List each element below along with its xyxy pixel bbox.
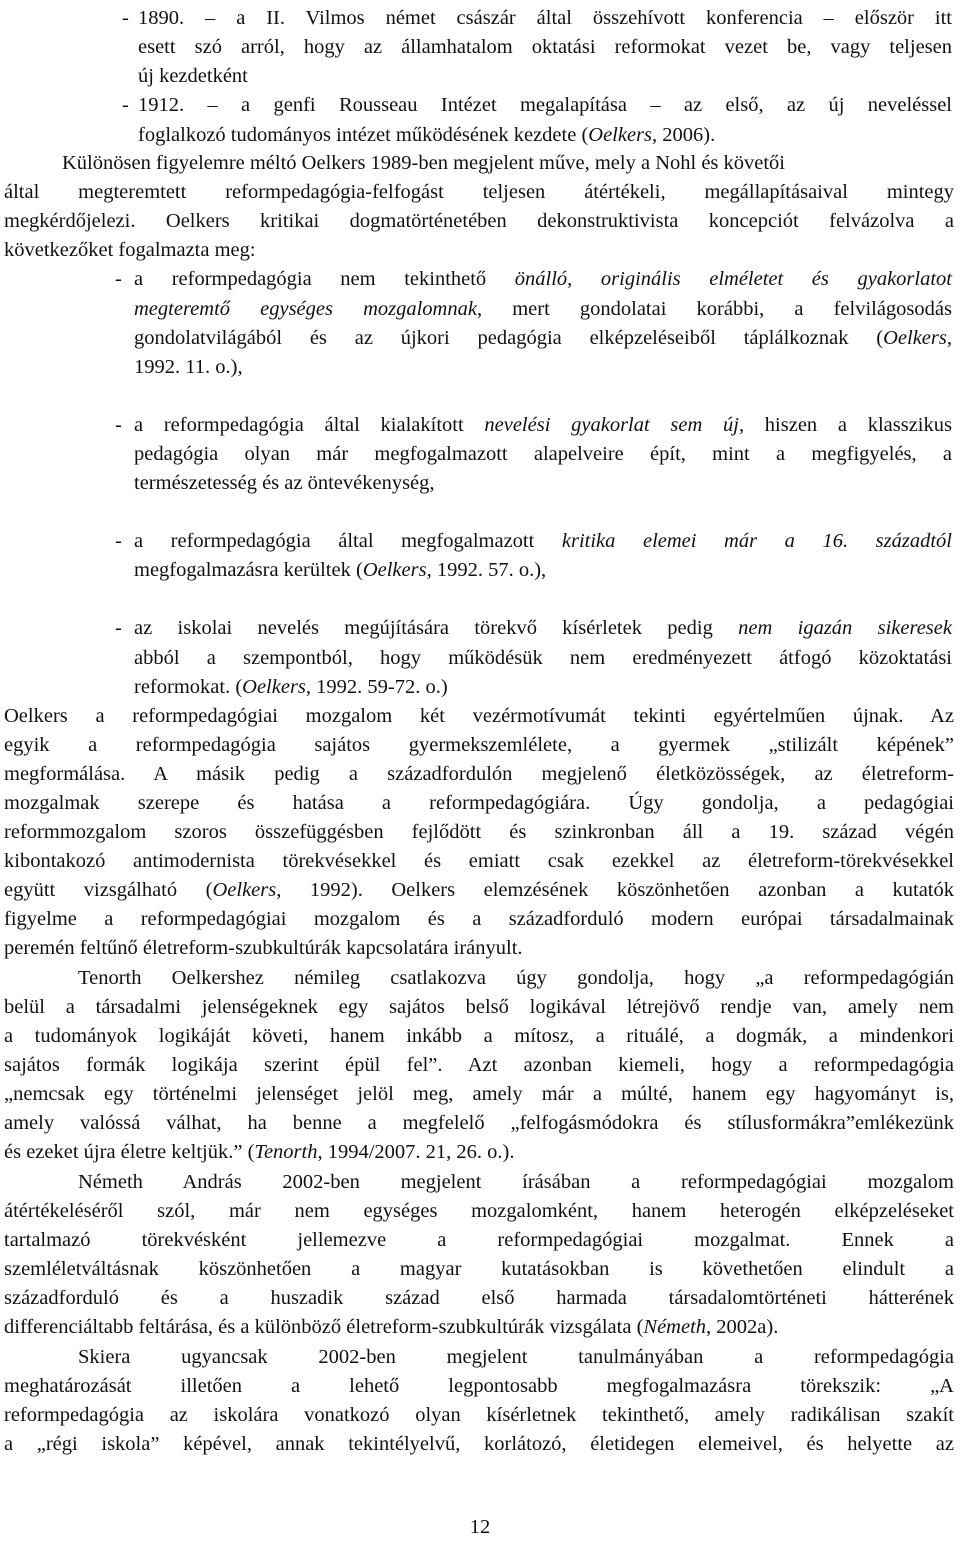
text-run: századforduló és a huszadik század első harmada társadalomtörténeti hátterének	[4, 1287, 954, 1309]
text-run: Tenorth Oelkershez némileg csatlakozva úgy gondolja, hogy „a reformpedagógián	[78, 967, 954, 989]
text-line	[4, 1313, 778, 1342]
text-line	[138, 121, 715, 150]
text-line	[4, 1284, 954, 1313]
text-run: sajátos formák logikája szerint épül fel”. Azt azonban kiemeli, hogy a reformpedagógia	[4, 1054, 954, 1076]
text-run: kibontakozó antimodernista törekvésekkel és emiatt csak ezekkel az életreform-törekvésekkel	[4, 850, 954, 872]
text-line	[4, 731, 954, 760]
text-line	[4, 207, 954, 236]
text-run: belül a társadalmi jelenségeknek egy sajátos belső logikával létrejövő rendje van, amely nem	[4, 996, 954, 1018]
text-line	[4, 702, 954, 731]
italic-text: Oelkers	[212, 879, 277, 901]
text-line	[134, 295, 952, 324]
text-line	[4, 1401, 954, 1430]
text-line	[4, 1109, 954, 1138]
text-line	[4, 1051, 954, 1080]
text-line	[4, 178, 954, 207]
italic-text: megteremtő egységes mozgalomnak	[134, 298, 477, 320]
text-line	[134, 469, 435, 498]
text-run: amely valóssá válhat, ha benne a megfelelő „felfogásmódokra és stílusformákra”emlékezünk	[4, 1112, 954, 1134]
text-run: , 1992. 59-72. o.)	[305, 676, 448, 698]
text-line	[78, 1343, 954, 1372]
text-line	[4, 236, 256, 265]
italic-text: kritika elemei már a 16. századtól	[561, 530, 952, 552]
text-run: megfogalmazásra kerültek (	[134, 559, 363, 581]
text-run: , mert gondolatai korábbi, a felvilágosodás	[476, 298, 952, 320]
text-run: foglalkozó tudományos intézet működésének kezdete (	[138, 124, 589, 146]
text-line	[4, 789, 954, 818]
text-line	[134, 614, 952, 643]
text-run: 1912. – a genfi Rousseau Intézet megalapítása – az első, az új neveléssel	[138, 94, 952, 116]
text-run: által megteremtett reformpedagógia-felfogást teljesen átértékeli, megállapításaival mintegy	[4, 181, 954, 203]
text-line	[4, 847, 954, 876]
italic-text: nevelési gyakorlat sem új	[484, 414, 739, 436]
text-run: megkérdőjelezi. Oelkers kritikai dogmatörténetében dekonstruktivista koncepciót felvázolva a	[4, 210, 954, 232]
text-run: Skiera ugyancsak 2002-ben megjelent tanulmányában a reformpedagógia	[78, 1346, 954, 1368]
italic-text: Németh	[643, 1316, 707, 1338]
text-run: átértékeléséről szól, már nem egységes mozgalomként, hanem heterogén elképzeléseket	[4, 1200, 954, 1222]
text-run: , 1992). Oelkers elemzésének köszönhetően azonban a kutatók	[276, 879, 954, 901]
text-run: „nemcsak egy történelmi jelenséget jelöl meg, amely már a múlté, hanem egy hagyományt is,	[4, 1083, 954, 1105]
text-run: , 1992. 57. o.),	[426, 559, 547, 581]
text-line	[4, 876, 954, 905]
text-line	[4, 760, 954, 789]
italic-text: Tenorth	[254, 1141, 318, 1163]
italic-text: önálló, originális elméletet és gyakorlatot	[514, 268, 952, 290]
text-run: szemléletváltásnak köszönhetően a magyar kutatásokban is követhetően elindult a	[4, 1258, 954, 1280]
list-dash: -	[115, 617, 122, 639]
text-run: tartalmazó törekvésként jellemezve a reformpedagógiai mozgalmat. Ennek a	[4, 1229, 954, 1251]
text-run: ,	[946, 327, 952, 349]
text-line	[4, 993, 954, 1022]
text-line	[4, 934, 523, 963]
text-run: természetesség és az öntevékenység,	[134, 472, 435, 494]
italic-text: Oelkers	[588, 124, 653, 146]
text-line	[134, 673, 448, 702]
list-dash: -	[122, 94, 129, 116]
italic-text: Oelkers	[883, 327, 947, 349]
page-number: 12	[469, 1516, 491, 1538]
text-line	[134, 644, 952, 673]
text-run: és ezeket újra életre keltjük.” (	[4, 1141, 255, 1163]
text-run: reformokat. (	[134, 676, 243, 698]
text-line	[134, 411, 952, 440]
list-dash: -	[115, 268, 122, 290]
text-line	[138, 62, 248, 91]
text-run: új kezdetként	[138, 65, 248, 87]
text-line	[134, 440, 952, 469]
text-line	[134, 353, 243, 382]
text-line	[138, 4, 952, 33]
list-dash: -	[115, 530, 122, 552]
text-run: az iskolai nevelés megújítására törekvő kísérletek pedig	[134, 617, 739, 639]
text-line	[4, 1197, 954, 1226]
text-line	[134, 324, 952, 353]
text-run: következőket fogalmazta meg:	[4, 239, 256, 261]
text-line	[4, 818, 954, 847]
text-line	[4, 1226, 954, 1255]
text-line	[4, 905, 954, 934]
italic-text: nem igazán sikeresek	[738, 617, 952, 639]
text-run: abból a szempontból, hogy működésük nem eredményezett átfogó közoktatási	[134, 647, 952, 669]
text-run: , 2006).	[652, 124, 716, 146]
list-dash: -	[115, 414, 122, 436]
text-run: 1890. – a II. Vilmos német császár által összehívott konferencia – először itt	[138, 7, 952, 29]
text-line	[134, 527, 952, 556]
text-run: , 1994/2007. 21, 26. o.).	[317, 1141, 515, 1163]
text-run: 1992. 11. o.),	[134, 356, 243, 378]
text-run: együtt vizsgálható (	[4, 879, 213, 901]
text-run: megformálása. A másik pedig a századfordulón megjelenő életközösségek, az életreform-	[4, 763, 954, 785]
text-run: gondolatvilágából és az újkori pedagógia elképzeléseiből táplálkoznak (	[134, 327, 884, 349]
text-run: a reformpedagógia által megfogalmazott	[134, 530, 562, 552]
text-run: esett szó arról, hogy az államhatalom oktatási reformokat vezet be, vagy teljesen	[138, 36, 952, 58]
text-line	[134, 265, 952, 294]
text-run: reformpedagógia az iskolára vonatkozó olyan kísérletnek tekinthető, amely radikálisan szakít	[4, 1404, 954, 1426]
text-run: a tudományok logikáját követi, hanem inkább a mítosz, a rituálé, a dogmák, a mindenkori	[4, 1025, 954, 1047]
text-line	[4, 1430, 954, 1459]
text-run: Oelkers a reformpedagógiai mozgalom két vezérmotívumát tekinti egyértelműen újnak. Az	[4, 705, 954, 727]
text-line	[4, 1372, 954, 1401]
text-line	[4, 1080, 954, 1109]
text-run: egyik a reformpedagógia sajátos gyermekszemlélete, a gyermek „stilizált képének”	[4, 734, 954, 756]
text-run: , 2002a).	[706, 1316, 779, 1338]
text-run: a reformpedagógia nem tekinthető	[134, 268, 515, 290]
text-line	[4, 1022, 954, 1051]
text-run: Németh András 2002-ben megjelent írásában a reformpedagógiai mozgalom	[78, 1171, 954, 1193]
text-run: a „régi iskola” képével, annak tekintélyelvű, korlátozó, életidegen elemeivel, és helyette az	[4, 1433, 954, 1455]
italic-text: Oelkers	[362, 559, 427, 581]
text-run: Különösen figyelemre méltó Oelkers 1989-ben megjelent műve, mely a Nohl és követői	[62, 152, 786, 174]
list-dash: -	[122, 7, 129, 29]
text-line	[4, 1255, 954, 1284]
text-run: figyelme a reformpedagógiai mozgalom és a századforduló modern európai társadalmainak	[4, 908, 954, 930]
italic-text: Oelkers	[242, 676, 306, 698]
text-run: mozgalmak szerepe és hatása a reformpedagógiára. Úgy gondolja, a pedagógiai	[4, 792, 954, 814]
text-line	[78, 1168, 954, 1197]
text-run: a reformpedagógia által kialakított	[134, 414, 485, 436]
text-run: , hiszen a klasszikus	[738, 414, 952, 436]
text-line	[62, 149, 785, 178]
text-line	[138, 91, 952, 120]
text-run: pedagógia olyan már megfogalmazott alapelveire épít, mint a megfigyelés, a	[134, 443, 952, 465]
text-line	[138, 33, 952, 62]
text-run: meghatározását illetően a lehető legpontosabb megfogalmazásra törekszik: „A	[4, 1375, 954, 1397]
text-run: reformmozgalom szoros összefüggésben fejlődött és szinkronban áll a 19. század végén	[4, 821, 954, 843]
text-run: peremén feltűnő életreform-szubkultúrák kapcsolatára irányult.	[4, 937, 523, 959]
text-line	[78, 964, 954, 993]
text-line	[134, 556, 546, 585]
text-line	[4, 1138, 515, 1167]
text-run: differenciáltabb feltárása, és a különböző életreform-szubkultúrák vizsgálata (	[4, 1316, 644, 1338]
